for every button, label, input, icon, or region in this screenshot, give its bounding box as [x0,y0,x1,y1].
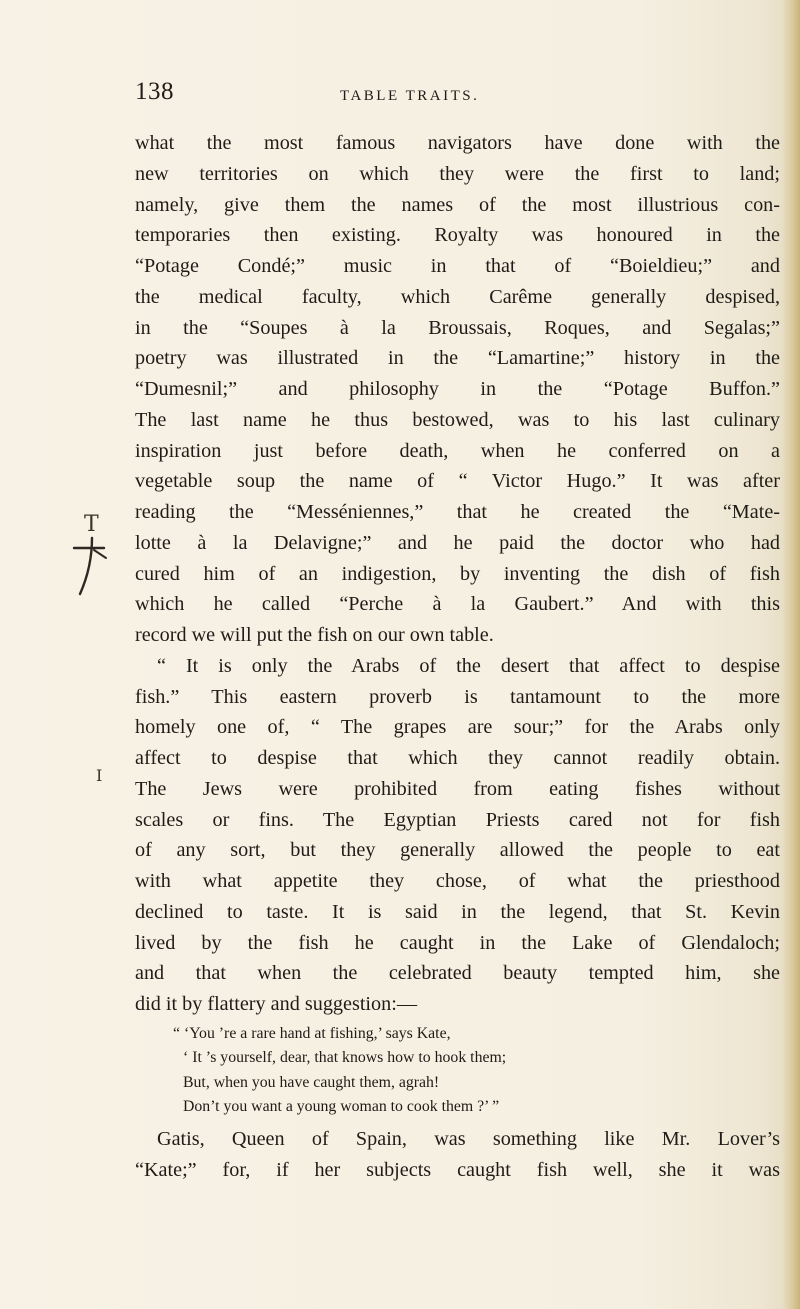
text-line: poetry was illustrated in the “Lamartine;” history in the [135,347,780,370]
text-line: new territories on which they were the first to land; [135,162,780,185]
text-line: “Dumesnil;” and philosophy in the “Potage Buffon.” [135,378,780,400]
text-line: reading the “Messéniennes,” that he created the “Mate- [135,501,780,523]
text-line: namely, give them the names of the most illustrious con- [135,193,780,216]
text-line: cured him of an indigestion, by inventing the dish of fish [135,562,780,585]
text-line: of any sort, but they generally allowed the people to eat [135,839,780,862]
poem-line: Don’t you want a young woman to cook them ?’ ” [183,1098,500,1116]
text-line: “ It is only the Arabs of the desert that affect to despise [157,654,780,677]
paragraph-2 [135,651,780,1020]
text-line: in the “Soupes à la Broussais, Roques, and Segalas;” [135,316,780,339]
page-number: 138 [135,78,174,105]
poem-line: “ ‘You ’re a rare hand at fishing,’ says Kate, [173,1024,451,1042]
text-line: inspiration just before death, when he conferred on a [135,439,780,462]
text-line: did it by flattery and suggestion:— [135,993,418,1015]
text-line: temporaries then existing. Royalty was honoured in the [135,224,780,247]
text-line: which he called “Perche à la Gaubert.” And with this [135,593,780,616]
text-line: fish.” This eastern proverb is tantamount to the more [135,685,780,708]
text-line: lotte à la Delavigne;” and he paid the doctor who had [135,531,780,554]
paragraph-3 [135,1124,780,1186]
page-header [135,78,775,112]
poem-quote [135,1022,780,1120]
text-line: and that when the celebrated beauty tempted him, she [135,962,780,985]
margin-annotation-bar: I [96,766,103,785]
poem-line: ‘ It ’s yourself, dear, that knows how to hook them; [183,1049,507,1067]
paragraph-1 [135,128,780,651]
poem-line: But, when you have caught them, agrah! [183,1073,440,1091]
text-line: homely one of, “ The grapes are sour;” for the Arabs only [135,716,780,739]
text-line: scales or fins. The Egyptian Priests cared not for fish [135,808,780,831]
body-text [135,128,780,1185]
text-line: vegetable soup the name of “ Victor Hugo.” It was after [135,470,780,493]
text-line: lived by the fish he caught in the Lake of Glendaloch; [135,931,780,954]
margin-annotation-cross-icon [70,536,110,596]
text-line: The Jews were prohibited from eating fishes without [135,777,780,800]
text-line: “Kate;” for, if her subjects caught fish well, she it was [135,1158,780,1181]
text-line: what the most famous navigators have done with the [135,132,780,154]
text-line: “Potage Condé;” music in that of “Boieldieu;” and [135,255,780,277]
text-line: Gatis, Queen of Spain, was something like Mr. Lover’s [157,1127,780,1150]
text-line: The last name he thus bestowed, was to his last culinary [135,408,780,431]
text-line: with what appetite they chose, of what the priesthood [135,870,780,892]
margin-annotation-t: T [84,512,99,537]
text-line: declined to taste. It is said in the legend, that St. Kevin [135,900,780,923]
text-line: the medical faculty, which Carême generally despised, [135,285,780,308]
text-line: affect to despise that which they cannot readily obtain. [135,747,780,769]
text-line: record we will put the fish on our own table. [135,624,494,646]
running-head: TABLE TRAITS. [340,88,480,104]
page-edge [782,0,800,1309]
